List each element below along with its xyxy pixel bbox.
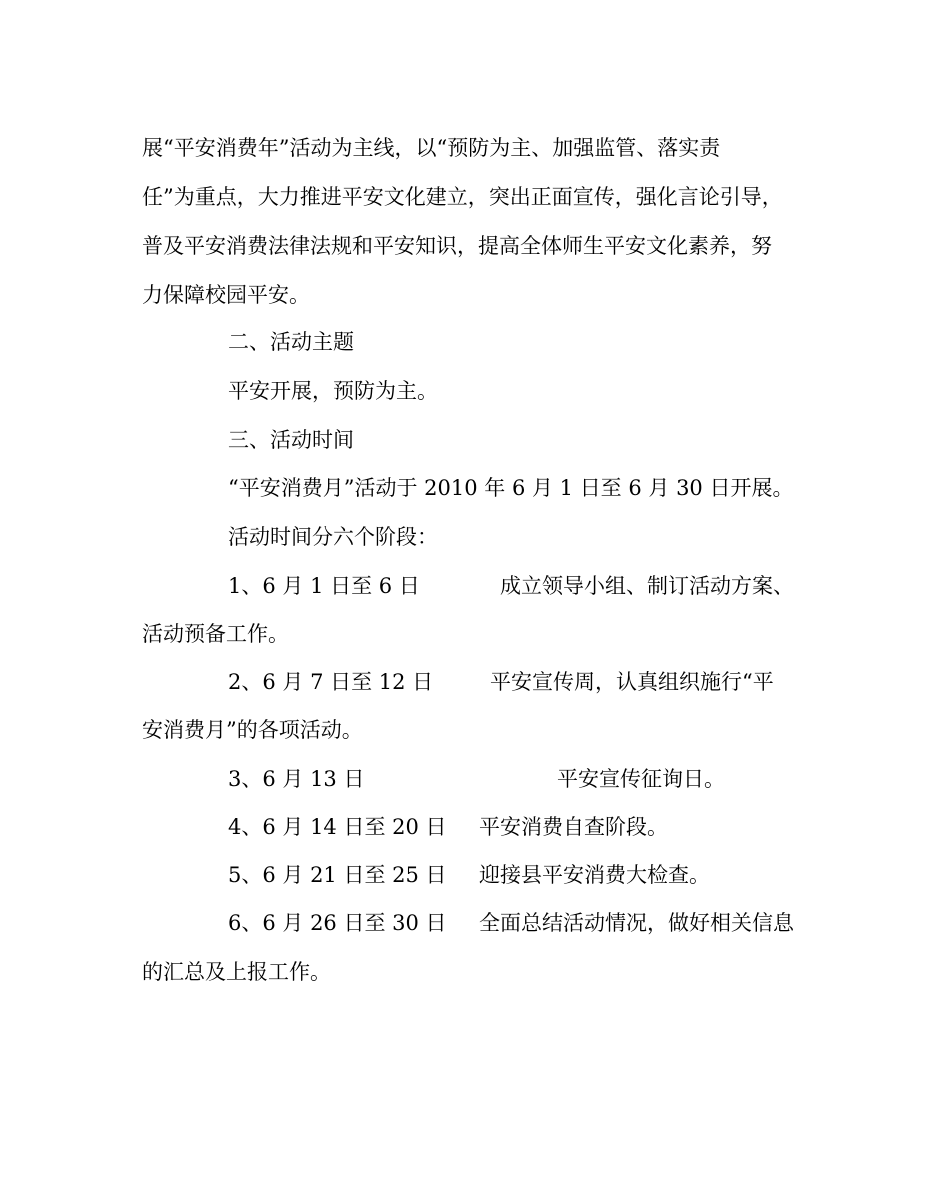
- stage-5-desc: 迎接县平安消费大检查。: [479, 863, 710, 887]
- section-time-intro: 活动时间分六个阶段：: [228, 525, 438, 549]
- intro-line-4: 力保障校园平安。: [142, 283, 310, 307]
- stage-3-date: 3、6 月 13 日: [228, 767, 365, 791]
- section-theme-content: 平安开展，预防为主。: [228, 379, 438, 403]
- stage-6-date: 6、6 月 26 日至 30 日: [228, 911, 447, 935]
- stage-2-date: 2、6 月 7 日至 12 日: [228, 670, 434, 694]
- intro-line-1: 展“平安消费年”活动为主线，以“预防为主、加强监管、落实责: [142, 136, 721, 160]
- stage-2-cont: 安消费月”的各项活动。: [142, 718, 363, 742]
- stage-1-date: 1、6 月 1 日至 6 日: [228, 574, 420, 598]
- stage-1-cont: 活动预备工作。: [142, 622, 289, 646]
- stage-6-cont: 的汇总及上报工作。: [142, 960, 331, 984]
- stage-1-desc: 成立领导小组、制订活动方案、: [500, 574, 794, 598]
- section-theme-heading: 二、活动主题: [228, 330, 354, 354]
- stage-2-desc: 平安宣传周，认真组织施行“平: [490, 670, 774, 694]
- stage-4-date: 4、6 月 14 日至 20 日: [228, 815, 447, 839]
- stage-4-desc: 平安消费自查阶段。: [479, 815, 668, 839]
- section-time-content: “平安消费月”活动于 2010 年 6 月 1 日至 6 月 30 日开展。: [228, 476, 794, 500]
- section-time-heading: 三、活动时间: [228, 428, 354, 452]
- stage-5-date: 5、6 月 21 日至 25 日: [228, 863, 447, 887]
- intro-line-2: 任”为重点，大力推进平安文化建立，突出正面宣传，强化言论引导，: [142, 185, 783, 209]
- stage-3-desc: 平安宣传征询日。: [557, 767, 725, 791]
- stage-6-desc: 全面总结活动情况，做好相关信息: [479, 911, 794, 935]
- intro-line-3: 普及平安消费法律法规和平安知识，提高全体师生平安文化素养，努: [142, 234, 772, 258]
